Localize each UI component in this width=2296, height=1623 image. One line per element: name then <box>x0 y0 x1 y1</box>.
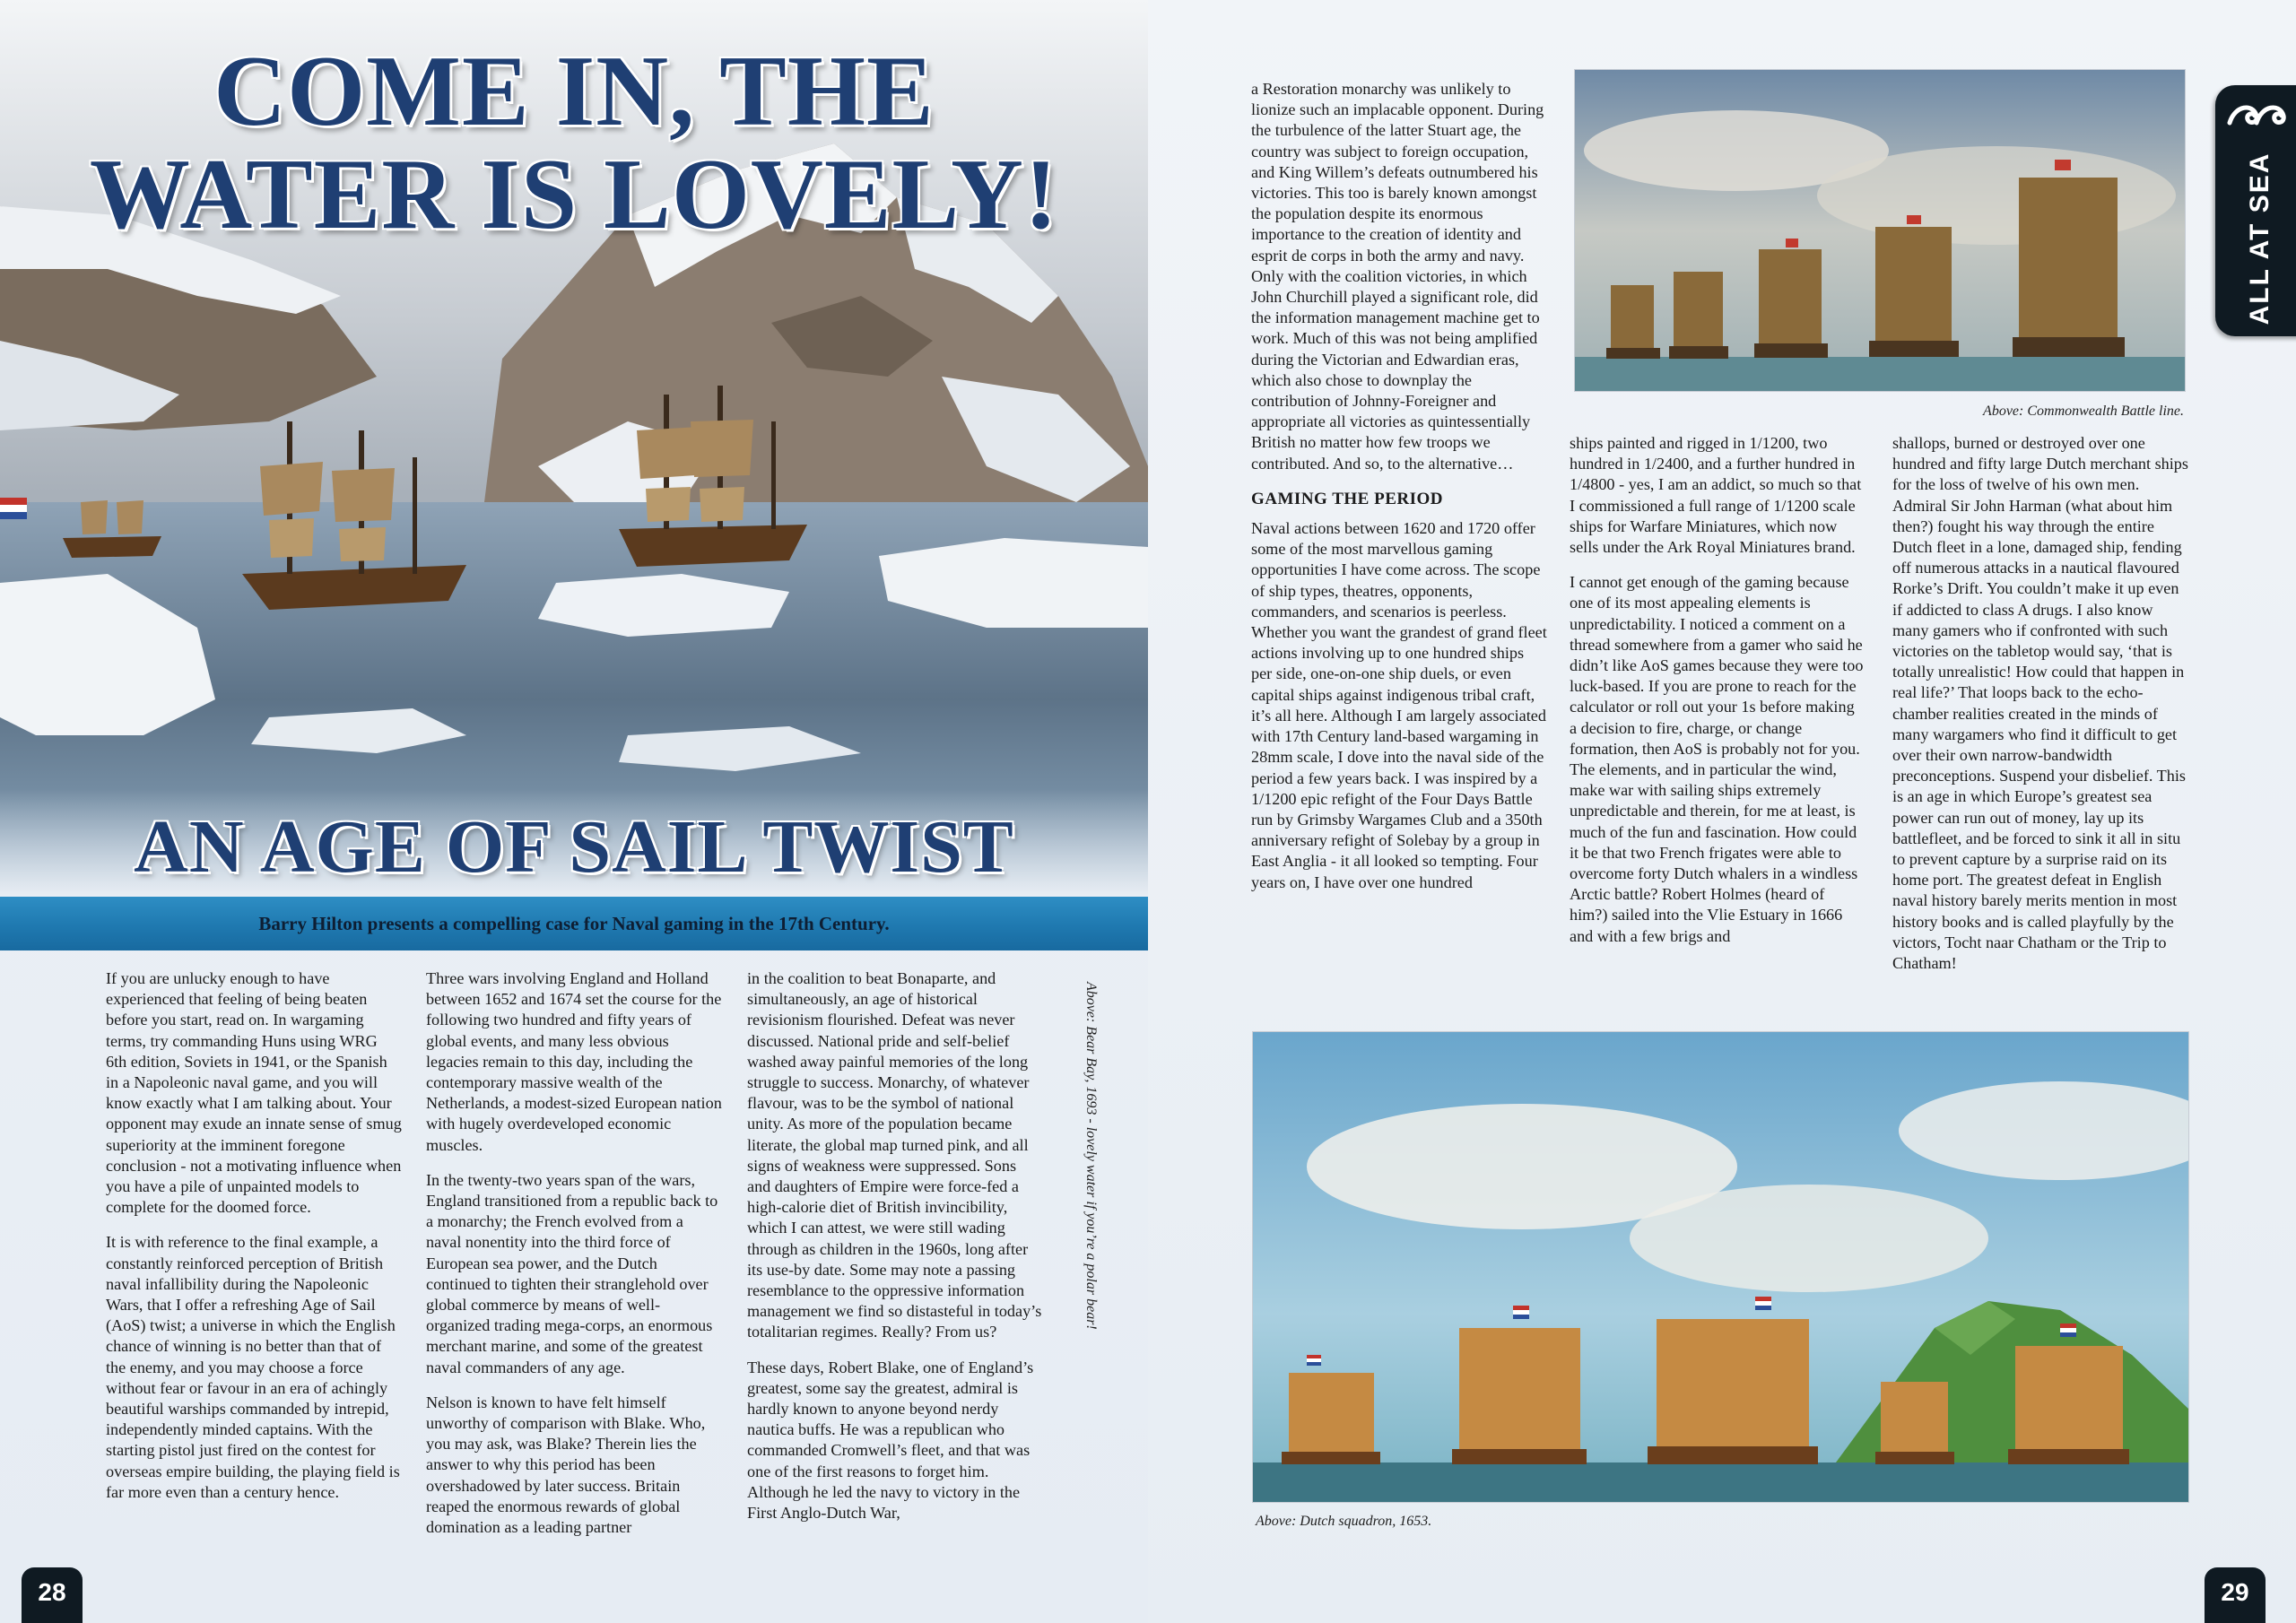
photo-top-caption: Above: Commonwealth Battle line. <box>1983 404 2184 419</box>
paragraph: ships painted and rigged in 1/1200, two hundred in 1/2400, and a further hundred in 1/4800 - yes, I am an addict, so much so that I commissioned a full range of 1/1200 scale ships for Warfare Miniatures, which now sells under the Ark Royal Miniatures brand. <box>1570 434 1862 557</box>
paragraph: In the twenty-two years span of the wars, England transitioned from a republic back to a monarchy; the French evolved from a naval nonentity into the third force of European sea power, and the Dutch continued to tighten their stranglehold over global commerce by means of well-organized trading mega-corps, an enormous merchant marine, and some of the greatest naval commanders of any age. <box>426 1170 718 1376</box>
paragraph: shallops, burned or destroyed over one hundred and fifty large Dutch merchant ships for the loss of twelve of his own men. Admiral Sir John Harman (what about him then?) fought his way through the entire Dutch fleet in a lone, damaged ship, fending off numerous attacks in a nautical flavoured Rorke’s Drift. You couldn’t make it up even if addicted to class A drugs. I also know many gamers who if confronted with such victories on the tabletop would say, ‘that is totally unrealistic! How could that happen in real life?’ That loops back to the echo-chamber realities created in the minds of many wargamers who find it difficult to get over their own narrow-bandwidth preconceptions. Suspend your disbelief. This is an age in which Europe’s greatest sea power can run out of money, lay up its battlefleet, and be forced to sink it all in situ to prevent capture by a surprise raid on its home port. The greatest defeat in English naval history barely merits mention in most history books and is called playfully by the victors, Tocht naar Chatham or the Trip to Chatham! <box>1892 434 2188 973</box>
strapline: Barry Hilton presents a compelling case for Naval gaming in the 17th Century. <box>258 912 890 934</box>
commonwealth-battle-line-photo <box>1574 69 2186 392</box>
right-column-3 <box>1892 433 2188 988</box>
paragraph: a Restoration monarchy was unlikely to lionize such an implacable opponent. During the turbulence of the latter Stuart age, the country was subject to foreign occupation, and King Willem’s defeats outnumbered his victories. This too is barely known amongst the population despite its enormous importance to the creation of identity and esprit de corps in both the army and navy. Only with the coalition victories, in which John Churchill played a significant role, did the information management machine get to work. Much of this was not being amplified during the Victorian and Edwardian eras, which also chose to downplay the contribution of Johnny-Foreigner and appropriate all victories as quintessentially British no matter how few troops we contributed. And so, to the alternative… <box>1251 80 1544 473</box>
strapline-bar <box>0 897 1148 950</box>
photo-bottom-caption: Above: Dutch squadron, 1653. <box>1256 1514 1432 1529</box>
paragraph: If you are unlucky enough to have experienced that feeling of being beaten before you start, read on. In wargaming terms, try commanding Huns using WRG 6th edition, Soviets in 1941, or the Spanish in a Napoleonic naval game, and you will know exactly what I am talking about. Your opponent may exude an innate sense of smug superiority at the imminent foregone conclusion - not a motivating influence when you have a pile of unpainted models to complete for the doomed force. <box>106 969 402 1217</box>
paragraph: It is with reference to the final example, a constantly reinforced perception of British naval infallibility during the Napoleonic Wars, that I offer a refreshing Age of Sail (AoS) twist; a universe in which the English chance of winning is no better than that of the enemy, and you may choose a force without fear or favour in an era of achingly beautiful warships commanded by intrepid, independently minded captains. With the starting pistol just fired on the contest for overseas empire building, the playing field is far more even than a century hence. <box>106 1233 400 1501</box>
hero-photo <box>0 0 1148 897</box>
paragraph: in the coalition to beat Bonaparte, and simultaneously, an age of historical revisionism flourished. Defeat was never discussed. National pride and self-belief washed away painful memories of the long struggle to success. Monarchy, of whatever flavour, was to be the symbol of national unity. As more of the population became literate, the global map turned pink, and all signs of weakness were suppressed. Sons and daughters of Empire were force-fed a high-calorie diet of British invincibility, which I can attest, we were still wading through as children in the 1960s, long after its use-by date. Some may note a passing resemblance to the oppressive information management we find so distasteful in today’s totalitarian regimes. Really? From us? <box>747 969 1042 1341</box>
right-column-1 <box>1251 79 1547 907</box>
hero-photo-caption: Above: Bear Bay, 1693 - lovely water if you’re a polar bear! <box>1083 982 1099 1330</box>
left-column-1 <box>106 968 402 1517</box>
section-tab-label: ALL AT SEA <box>2245 152 2274 325</box>
dutch-squadron-photo <box>1252 1031 2189 1503</box>
page-number-right: 29 <box>2205 1567 2266 1623</box>
section-tab <box>2215 85 2296 336</box>
headline: COME IN, THE WATER IS LOVELY! <box>89 36 1059 250</box>
paragraph: These days, Robert Blake, one of England’s greatest, some say the greatest, admiral is hardly known to anyone beyond nerdy nautica buffs. He was a republican who commanded Cromwell’s fleet, and that was one of the first reasons to forget him. Although he led the navy to victory in the First Anglo-Dutch War, <box>747 1358 1034 1523</box>
left-column-2 <box>426 968 722 1552</box>
page-number-left: 28 <box>22 1567 83 1623</box>
paragraph: Naval actions between 1620 and 1720 offer some of the most marvellous gaming opportunities I have come across. The scope of ship types, theatres, opponents, commanders, and scenarios is peerless. Whether you want the grandest of grand fleet actions involving up to one hundred ships per side, one-on-one ship duels, or even capital ships against indigenous tribal craft, it’s all here. Although I am largely associated with 17th Century land-based wargaming in 28mm scale, I dove into the naval side of the period a few years back. I was inspired by a 1/1200 epic refight of the Four Days Battle run by Grimsby Wargames Club and a 350th anniversary refight of Solebay by a group in East Anglia - it all looked so tempting. Four years on, I have over one hundred <box>1251 519 1547 891</box>
paragraph: Three wars involving England and Holland between 1652 and 1674 set the course for the following two hundred and fifty years of global events, and many less obvious legacies remain to this day, including the contemporary massive wealth of the Netherlands, a modest-sized European nation with hugely overdeveloped economic muscles. <box>426 969 722 1154</box>
paragraph: I cannot get enough of the gaming because one of its most appealing elements is unpredictability. I noticed a comment on a thread somewhere from a gamer who said he didn’t like AoS games because they were too luck-based. If you are prone to reach for the calculator or roll out your 1s before making a decision to fire, charge, or change formation, then AoS is probably not for you. The elements, and in particular the wind, make war with sailing ships extremely unpredictable and therein, for me at least, is much of the fun and fascination. How could it be that two French frigates were able to overcome forty Dutch whalers in a windless Arctic battle? Robert Holmes (heard of him?) sailed into the Vlie Estuary in 1666 and with a few brigs and <box>1570 573 1864 945</box>
section-heading: GAMING THE PERIOD <box>1251 489 1444 508</box>
subhead: AN AGE OF SAIL TWIST <box>134 805 1014 889</box>
right-column-2 <box>1570 433 1866 961</box>
paragraph: Nelson is known to have felt himself unworthy of comparison with Blake. Who, you may ask, was Blake? Therein lies the answer to why this period has been overshadowed by later success. Britain reaped the enormous rewards of global domination as a leading partner <box>426 1393 706 1537</box>
left-column-3 <box>747 968 1043 1538</box>
